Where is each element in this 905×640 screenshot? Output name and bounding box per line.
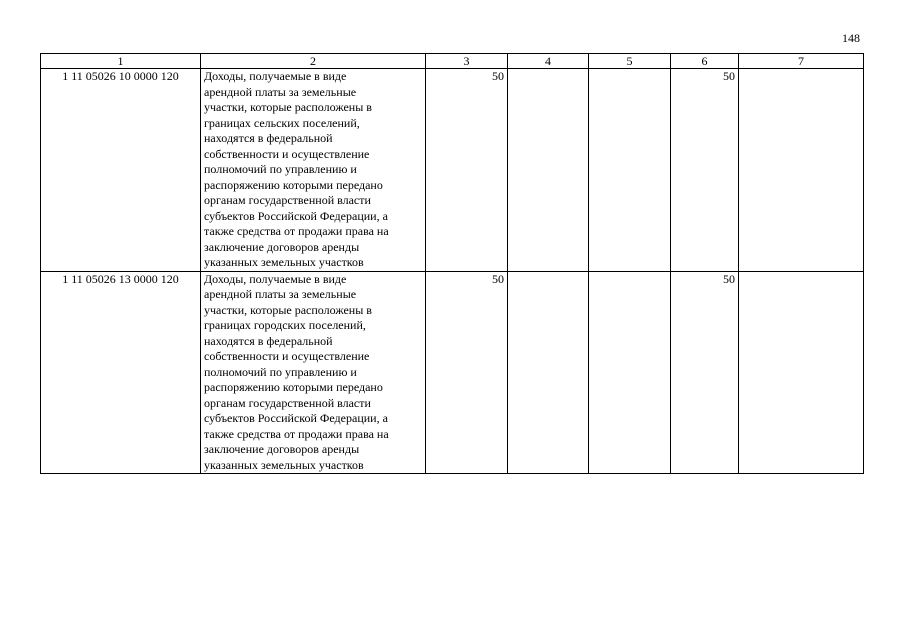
revenue-name-line: также средства от продажи права на xyxy=(204,224,389,238)
column-header-4: 4 xyxy=(508,54,589,69)
column-header-1: 1 xyxy=(41,54,201,69)
revenue-name-line: субъектов Российской Федерации, а xyxy=(204,208,388,223)
value-cell-col6: 50 xyxy=(671,271,739,474)
revenue-code-cell: 1 11 05026 10 0000 120 xyxy=(41,69,201,272)
page-number: 148 xyxy=(842,31,860,45)
revenue-name-line: Доходы, получаемые в виде xyxy=(204,69,347,83)
revenue-name-line: субъектов Российской Федерации, а xyxy=(204,411,388,425)
table-row xyxy=(41,271,864,474)
revenue-name-line: органам государственной власти xyxy=(204,395,371,410)
revenue-name-line: границах городских поселений, xyxy=(204,318,366,332)
revenue-name-cell xyxy=(201,271,426,474)
value-cell-col4 xyxy=(508,69,589,272)
value-cell-col7 xyxy=(739,69,864,272)
revenue-code-cell: 1 11 05026 13 0000 120 xyxy=(41,271,201,474)
value-cell-col3: 50 xyxy=(426,271,508,474)
revenue-name-line: участки, которые расположены в xyxy=(204,302,372,317)
revenue-name-line: собственности и осуществление xyxy=(204,146,370,161)
value-cell-col5 xyxy=(589,69,671,272)
revenue-name-line: Доходы, получаемые в виде xyxy=(204,271,347,286)
table-row xyxy=(41,69,864,272)
revenue-name-line: находятся в федеральной xyxy=(204,131,333,145)
revenue-name-line: собственности и осуществление xyxy=(204,349,370,363)
value-cell-col7 xyxy=(739,271,864,474)
revenue-name-line: заключение договоров аренды xyxy=(204,442,360,456)
revenue-name-line: арендной платы за земельные xyxy=(204,287,357,301)
revenue-name-line: находятся в федеральной xyxy=(204,333,333,348)
column-header-2: 2 xyxy=(201,54,426,69)
column-header-3: 3 xyxy=(426,54,508,69)
revenue-name-line: распоряжению которыми передано xyxy=(204,177,383,192)
revenue-name-line: органам государственной власти xyxy=(204,193,371,207)
revenue-name-line: полномочий по управлению и xyxy=(204,364,357,379)
revenue-name-line: участки, которые расположены в xyxy=(204,100,372,114)
column-header-7: 7 xyxy=(739,54,864,69)
revenue-name-line: полномочий по управлению и xyxy=(204,162,357,176)
value-cell-col4 xyxy=(508,271,589,474)
revenue-name-cell xyxy=(201,69,426,272)
value-cell-col6: 50 xyxy=(671,69,739,272)
value-cell-col3: 50 xyxy=(426,69,508,272)
revenue-name-line: указанных земельных участков xyxy=(204,255,364,269)
revenue-name-line: арендной платы за земельные xyxy=(204,84,357,99)
revenue-name-line: указанных земельных участков xyxy=(204,457,364,472)
header-row xyxy=(41,54,864,69)
revenue-name-line: распоряжению которыми передано xyxy=(204,380,383,394)
revenue-name-line: также средства от продажи права на xyxy=(204,426,389,441)
budget-table xyxy=(40,53,864,474)
column-header-5: 5 xyxy=(589,54,671,69)
revenue-name-line: заключение договоров аренды xyxy=(204,239,360,254)
revenue-name-line: границах сельских поселений, xyxy=(204,115,360,130)
value-cell-col5 xyxy=(589,271,671,474)
column-header-6: 6 xyxy=(671,54,739,69)
